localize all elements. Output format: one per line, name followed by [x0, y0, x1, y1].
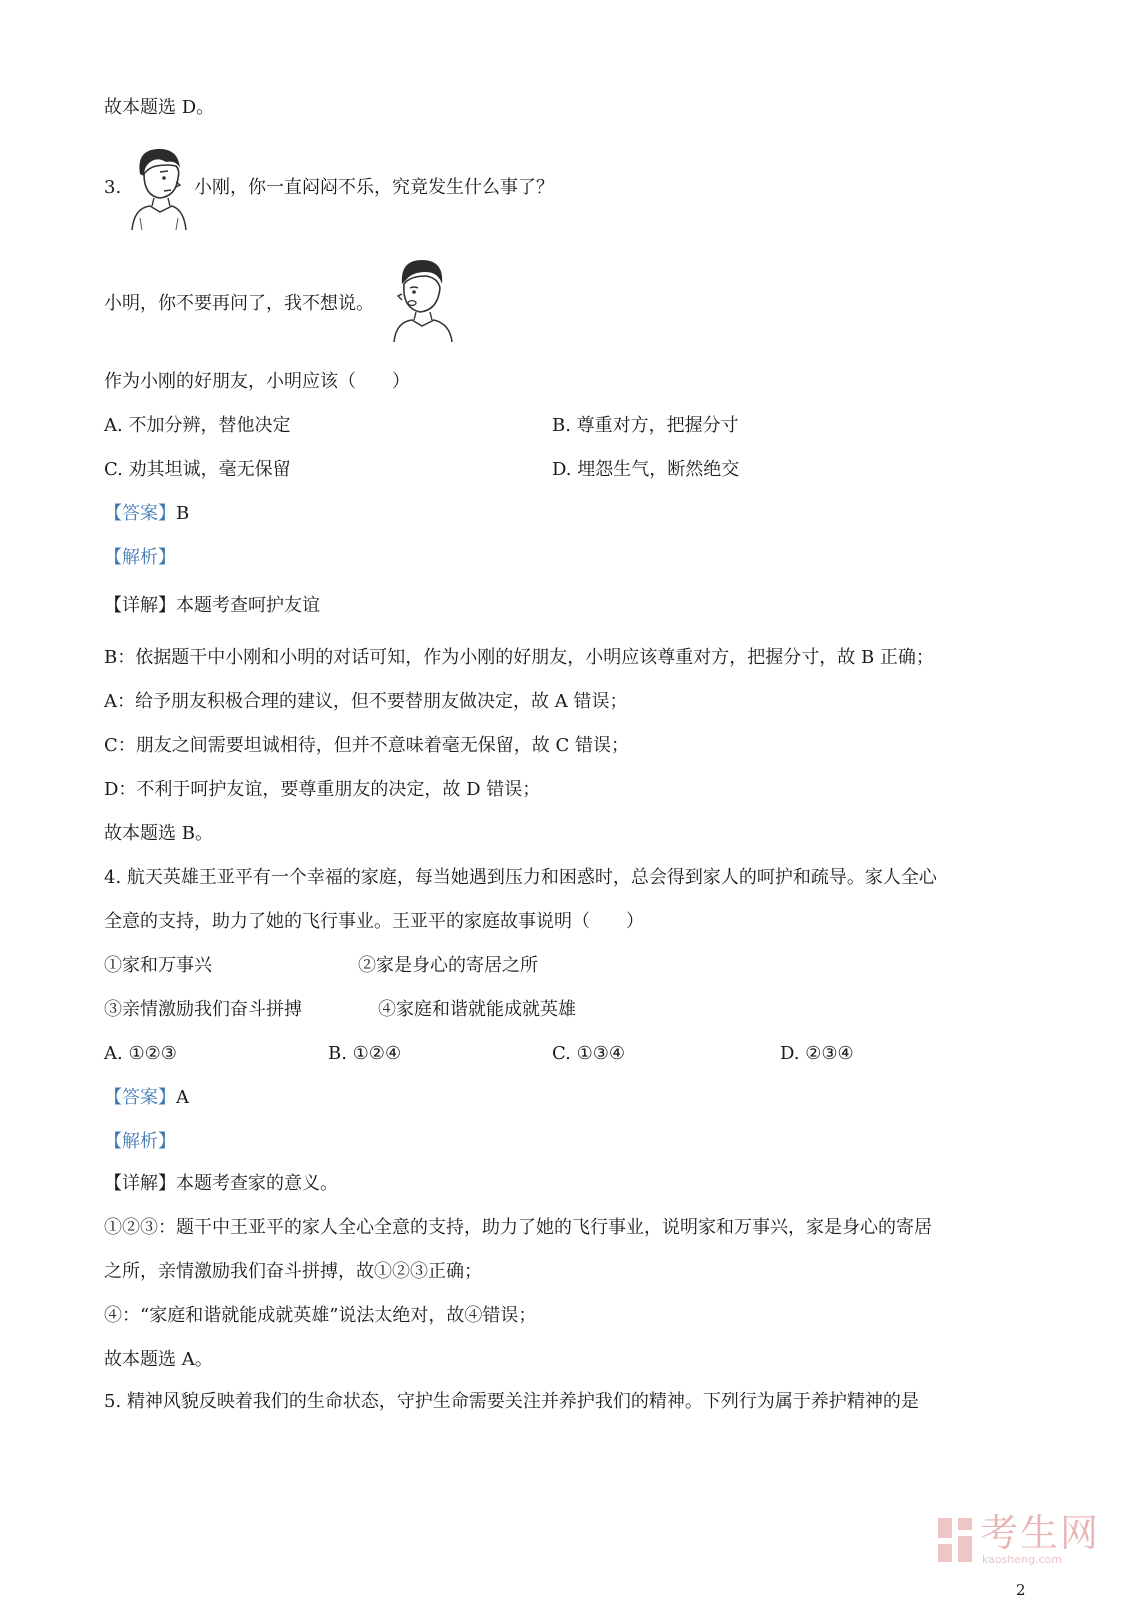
q3-option-d: D. 埋怨生气，断然绝交: [552, 459, 740, 480]
prev-conclusion: 故本题选 D。: [104, 97, 215, 118]
q3-answer: B: [176, 503, 190, 524]
q4-analysis-tag: 【解析】: [104, 1131, 176, 1152]
q3-option-a: A. 不加分辨，替他决定: [104, 415, 291, 436]
q4-explanation-line-1: ①②③：题干中王亚平的家人全心全意的支持，助力了她的飞行事业，说明家和万事兴，家是身心的寄居: [104, 1217, 932, 1238]
watermark-domain: kaosheng.com: [982, 1553, 1063, 1566]
q4-answer-line: [104, 1086, 189, 1110]
q5-stem: 5. 精神风貌反映着我们的生命状态，守护生命需要关注并养护我们的精神。下列行为属于养护精神的是: [104, 1391, 919, 1412]
q3-ming-speech: 小明，你不要再问了，我不想说。: [104, 293, 374, 314]
q4-option-c: C. ①③④: [552, 1043, 625, 1064]
q4-conclusion: 故本题选 A。: [104, 1349, 213, 1370]
q4-statement-4: ④家庭和谐就能成就英雄: [378, 999, 576, 1020]
q4-explanation-line-3: ④：“家庭和谐就能成就英雄”说法太绝对，故④错误；: [104, 1305, 537, 1326]
q4-answer: A: [176, 1087, 189, 1108]
q3-answer-line: [104, 502, 189, 526]
q4-option-b: B. ①②④: [328, 1043, 402, 1064]
q4-explanation-line-2: 之所，亲情激励我们奋斗拼搏，故①②③正确；: [104, 1261, 482, 1282]
q3-analysis-tag: 【解析】: [104, 547, 176, 568]
q3-explanation-c: C：朋友之间需要坦诚相待，但并不意味着毫无保留，故 C 错误；: [104, 735, 629, 756]
answer-tag: 【答案】: [104, 503, 176, 524]
q3-option-b: B. 尊重对方，把握分寸: [552, 415, 739, 436]
q3-number: 3.: [104, 177, 122, 198]
q3-option-c: C. 劝其坦诚，毫无保留: [104, 459, 291, 480]
q4-statement-2: ②家是身心的寄居之所: [358, 955, 538, 976]
watermark-text: 考生网: [980, 1511, 1101, 1555]
q4-option-d: D. ②③④: [780, 1043, 854, 1064]
q3-gang-speech: 小刚，你一直闷闷不乐，究竟发生什么事了？: [194, 177, 554, 198]
q3-detail: 【详解】本题考查呵护友谊: [104, 595, 320, 616]
q4-option-a: A. ①②③: [104, 1043, 177, 1064]
q4-statement-1: ①家和万事兴: [104, 955, 212, 976]
q4-stem-line-1: 4. 航天英雄王亚平有一个幸福的家庭，每当她遇到压力和困惑时，总会得到家人的呵护和疏导。家人全心: [104, 867, 937, 888]
q4-statement-3: ③亲情激励我们奋斗拼搏: [104, 999, 302, 1020]
q3-conclusion: 故本题选 B。: [104, 823, 213, 844]
q3-stem: 作为小刚的好朋友，小明应该（ ）: [104, 371, 410, 392]
watermark-logo-icon: [936, 1516, 976, 1564]
boy-gang-illustration: [126, 144, 190, 230]
page-number: 2: [1016, 1581, 1026, 1599]
q3-explanation-b: B：依据题干中小刚和小明的对话可知，作为小刚的好朋友，小明应该尊重对方，把握分寸，故 B 正确；: [104, 647, 934, 668]
q4-detail: 【详解】本题考查家的意义。: [104, 1173, 338, 1194]
kaosheng-watermark: [936, 1512, 1116, 1570]
q3-explanation-d: D：不利于呵护友谊，要尊重朋友的决定，故 D 错误；: [104, 779, 541, 800]
q3-explanation-a: A：给予朋友积极合理的建议，但不要替朋友做决定，故 A 错误；: [104, 691, 628, 712]
q4-stem-line-2: 全意的支持，助力了她的飞行事业。王亚平的家庭故事说明（ ）: [104, 911, 644, 932]
answer-tag: 【答案】: [104, 1087, 176, 1108]
boy-ming-illustration: [390, 256, 454, 342]
